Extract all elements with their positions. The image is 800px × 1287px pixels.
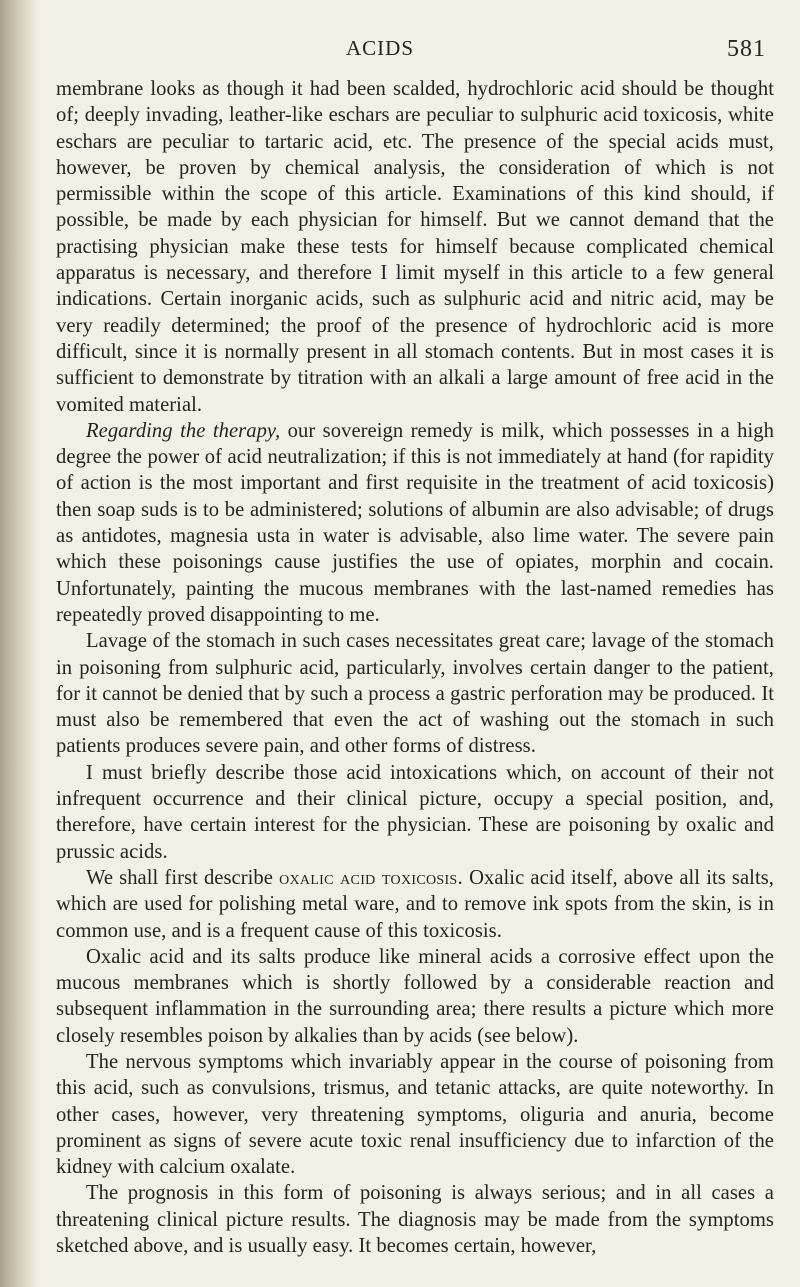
paragraph	[56, 76, 774, 418]
paragraph-text: Oxalic acid itself, above all its salts, which are used for polishing metal ware, and to remove ink spots from the skin, is in common use, and is a frequent cause of this toxicosis.	[56, 866, 774, 942]
paragraph-text: The prognosis in this form of poisoning is always serious; and in all cases a threatening clinical picture results. The diagnosis may be made from the symptoms sketched above, and is usually easy. It becomes certain, however,	[56, 1182, 774, 1258]
book-page	[56, 32, 774, 1272]
paragraph	[56, 628, 774, 759]
paragraph	[56, 760, 774, 865]
running-head	[56, 32, 774, 76]
running-title: ACIDS	[346, 36, 415, 60]
paragraph	[56, 418, 774, 628]
paragraph-text: The nervous symptoms which invariably appear in the course of poisoning from this acid, such as convulsions, trismus, and tetanic attacks, are quite noteworthy. In other cases, however, very threatening symptoms, oliguria and anuria, become prominent as signs of severe acute toxic renal insufficiency due to infarction of the kidney with calcium oxalate.	[56, 1050, 774, 1179]
paragraph-text: our sovereign remedy is milk, which possesses in a high degree the power of acid neutralization; if this is not immediately at hand (for rapidity of action is the most important and first requisite in the treatment of acid toxicosis) then soap suds is to be administered; solutions of albumin are also advisable; of drugs as antidotes, magnesia usta in water is advisable, also lime water. The severe pain which these poisonings cause justifies the use of opiates, morphin and cocain. Unfortunately, painting the mucous membranes with the last-named remedies has repeatedly proved disappointing to me.	[56, 419, 774, 626]
paragraph-text: membrane looks as though it had been scalded, hydrochloric acid should be thought of; deeply invading, leather-like eschars are peculiar to sulphuric acid toxicosis, white eschars are peculiar to tartaric acid, etc. The presence of the special acids must, however, be proven by chemical analysis, the consideration of which is not permissible within the scope of this article. Examinations of this kind should, if possible, be made by each physician for himself. But we cannot demand that the practising physician make these tests for himself because complicated chemical apparatus is necessary, and therefore I limit myself in this article to a few general indications. Certain inorganic acids, such as sulphuric acid and nitric acid, may be very readily determined; the proof of the presence of hydrochloric acid is more difficult, since it is normally present in all stomach contents. But in most cases it is sufficient to demonstrate by titration with an alkali a large amount of free acid in the vomited material.	[56, 78, 774, 416]
paragraph	[56, 1180, 774, 1259]
paragraph-text: I must briefly describe those acid intoxications which, on account of their not infrequent occurrence and their clinical picture, occupy a special position, and, therefore, have certain interest for the physician. These are poisoning by oxalic and prussic acids.	[56, 761, 774, 863]
page-gutter-shadow	[0, 0, 38, 1287]
body-text	[56, 76, 774, 1259]
paragraph	[56, 1049, 774, 1180]
page-number: 581	[727, 36, 766, 62]
paragraph	[56, 944, 774, 1049]
paragraph	[56, 865, 774, 944]
italic-lead-in: Regarding the therapy,	[86, 419, 281, 442]
paragraph-text: We shall first describe	[86, 866, 280, 889]
paragraph-text: Lavage of the stomach in such cases necessitates great care; lavage of the stomach in poisoning from sulphuric acid, particularly, involves certain danger to the patient, for it cannot be denied that by such a process a gastric perforation may be produced. It must also be remembered that even the act of washing out the stomach in such patients produces severe pain, and other forms of distress.	[56, 630, 774, 758]
small-caps-heading: oxalic acid toxicosis.	[279, 866, 463, 889]
paragraph-text: Oxalic acid and its salts produce like mineral acids a corrosive effect upon the mucous membranes which is shortly followed by a considerable reaction and subsequent inflammation in the surrounding area; there results a picture which more closely resembles poison by alkalies than by acids (see below).	[56, 945, 774, 1047]
